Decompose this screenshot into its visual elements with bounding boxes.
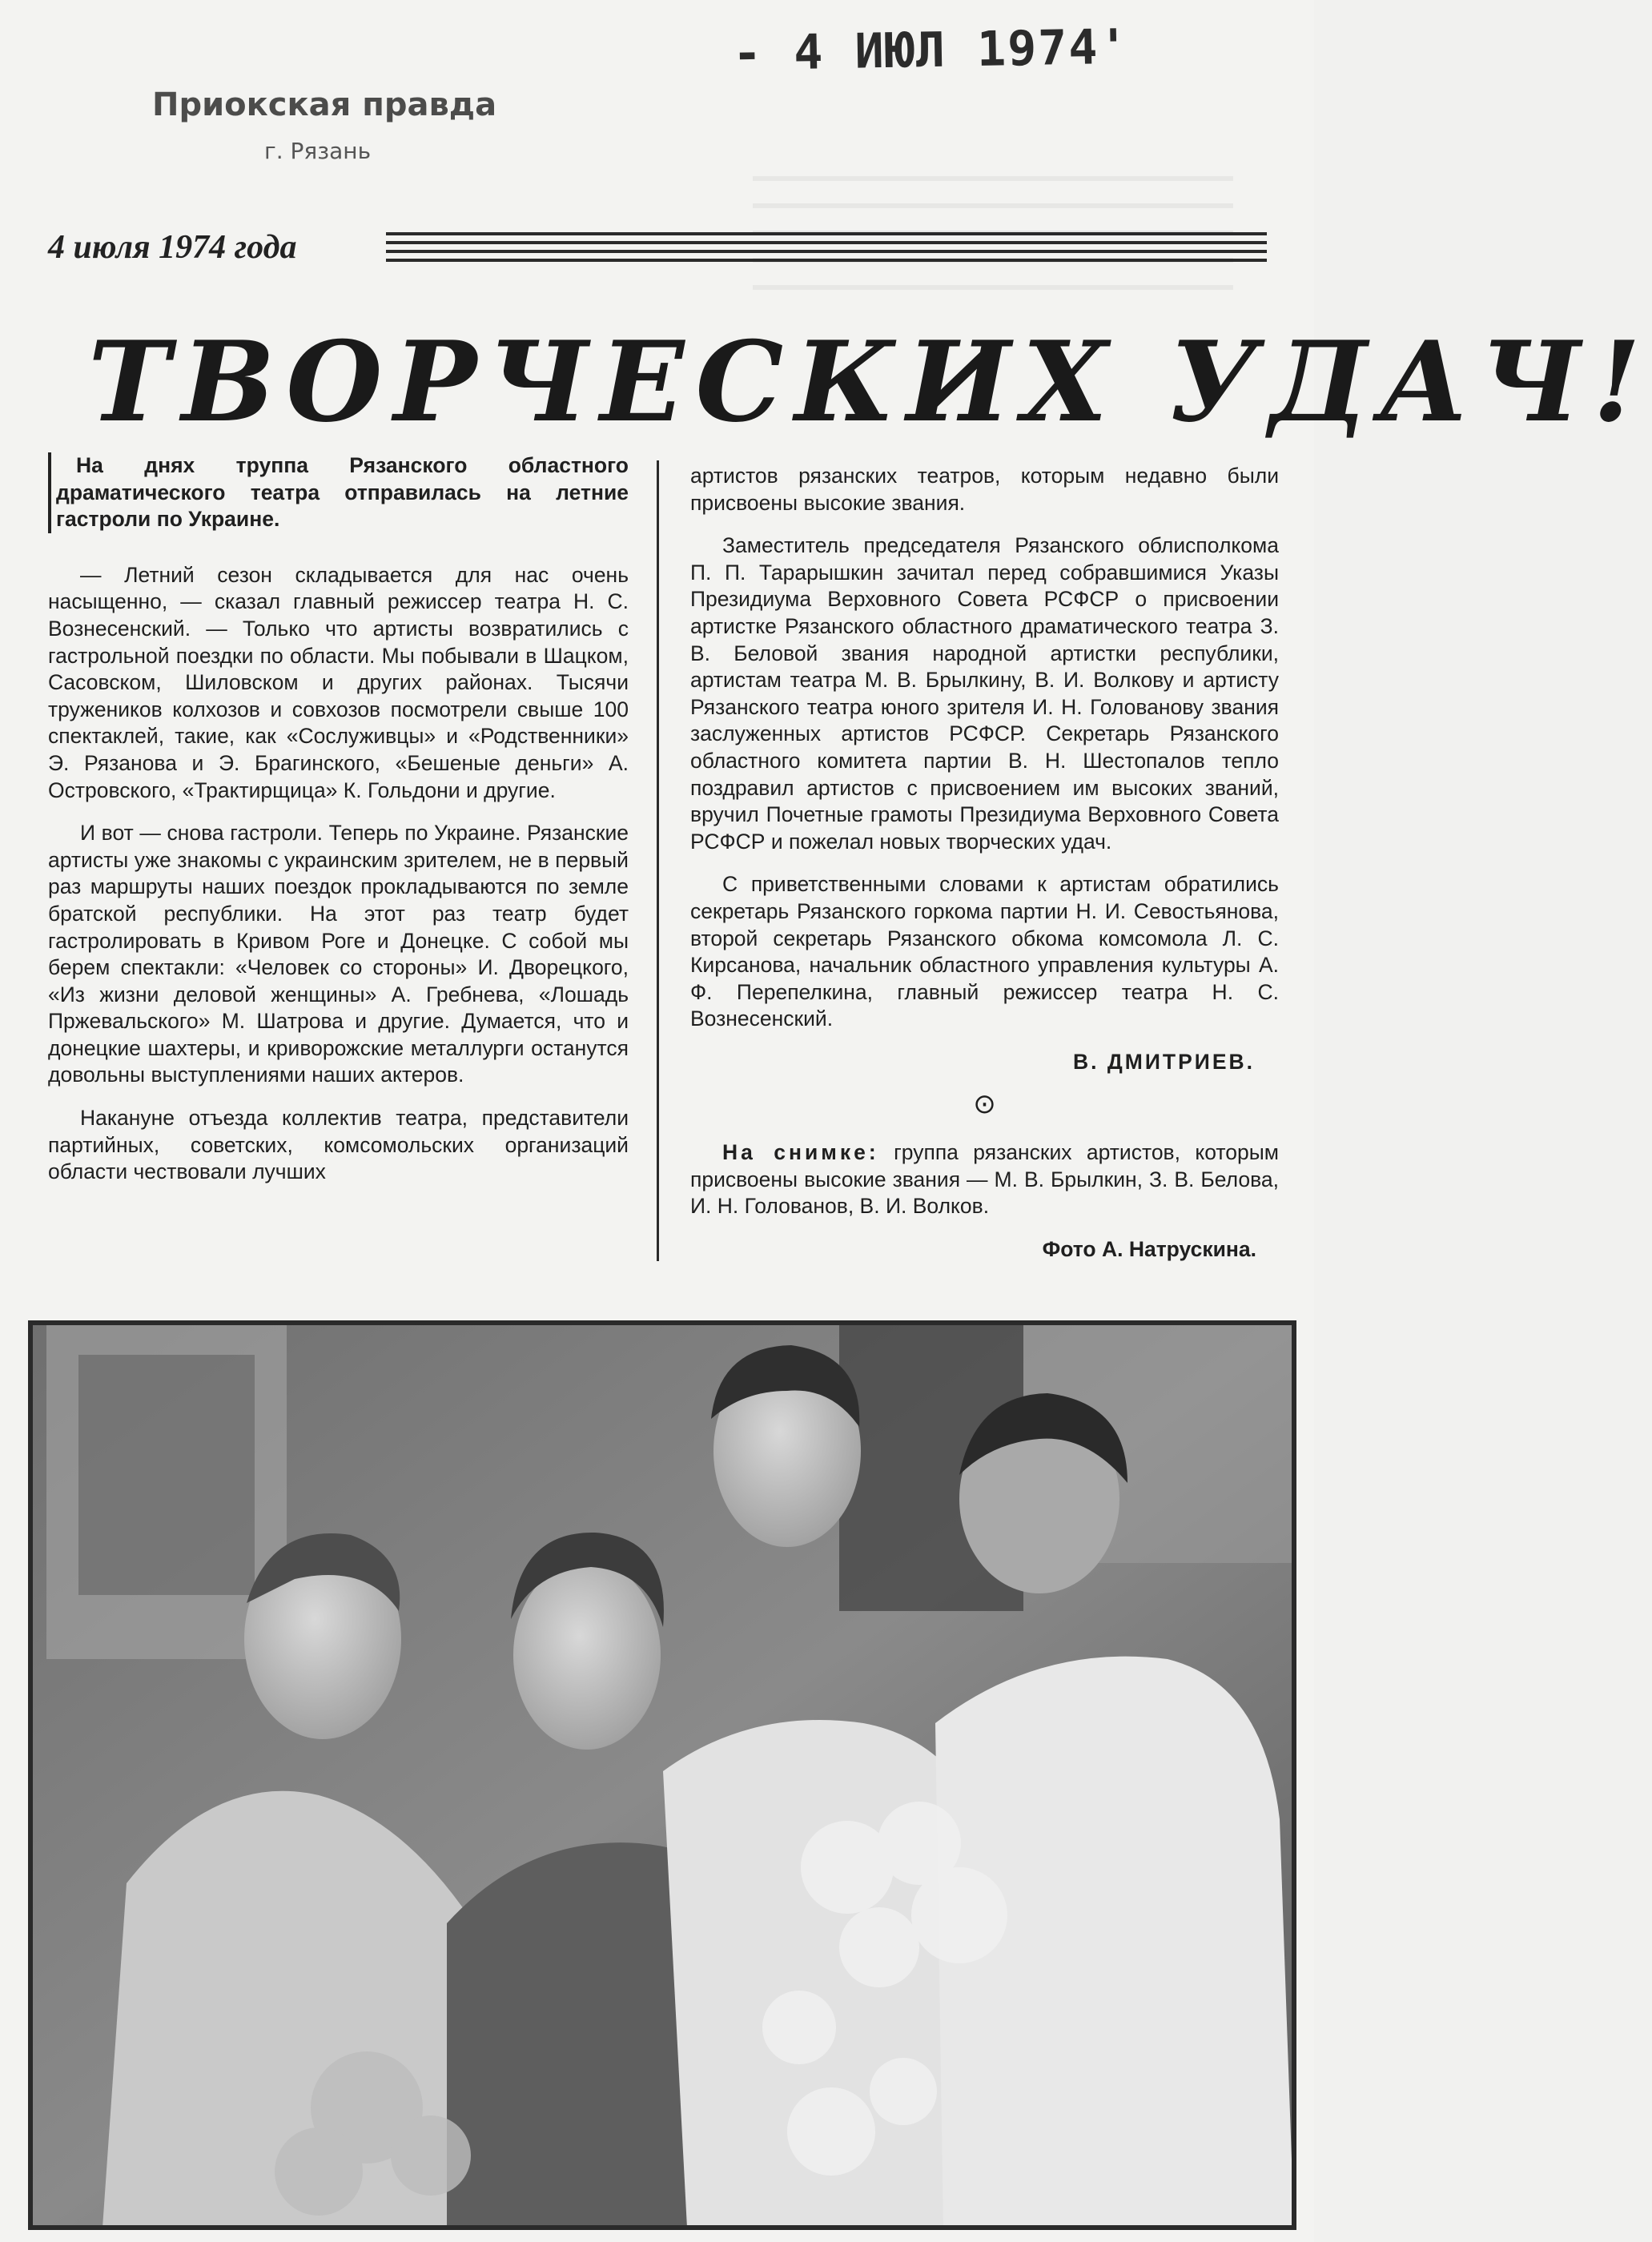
article-paragraph: артистов рязанских театров, которым недавно были присвоены высокие звания. <box>690 464 1279 515</box>
article-paragraph: Заместитель председателя Рязанского облисполкома П. П. Тарарышкин зачитал перед собравшимися Указы Президиума Верховного Совета РСФСР о присвоении артистке Рязанского областного драматического театра З. В. Беловой звания народной артистки республики, артистам театра М. В. Брылкину, В. И. Волкову и артисту Рязанского театра юного зрителя И. Н. Голованову звания заслуженных артистов РСФСР. Секретарь Рязанского областного комитета партии В. Н. Шестопалов тепло поздравил артистов с присвоением им высоких званий, вручил Почетные грамоты Президиума Верховного Совета РСФСР и пожелал новых творческих удач. <box>690 533 1279 854</box>
article-column-right <box>690 463 1279 1263</box>
column-divider <box>657 460 659 1261</box>
caption-text: группа рязанских артистов, которым присвоены высокие звания — М. В. Брылкин, З. В. Белова, И. Н. Голованов, В. И. Волков. <box>690 1140 1280 1219</box>
city-stamp: г. Рязань <box>264 138 372 164</box>
author-signature: В. ДМИТРИЕВ. <box>1073 1049 1255 1074</box>
ornament-icon: ⊙ <box>973 1089 996 1120</box>
photo-illustration <box>30 1323 1294 2228</box>
date-stamp: - 4 ИЮЛ 1974' <box>732 18 1131 82</box>
caption-lead: На снимке: <box>722 1140 879 1165</box>
article-column-left <box>48 452 629 1202</box>
article-paragraph: И вот — снова гастроли. Теперь по Украине. Рязанские артисты уже знакомы с украинским зрителем, не в первый раз маршруты наших поездок прокладываются по земле братской республики. На этот раз театр будет гастролировать в Кривом Роге и Донецке. С собой мы берем спектакли: «Человек со стороны» И. Дворецкого, «Из жизни деловой женщины» А. Гребнева, «Лошадь Пржевальского» М. Шатрова и другие. Думается, что и донецкие шахтеры, и криворожские металлурги останутся довольны выступлениями наших актеров. <box>48 821 629 1087</box>
issue-dateline: 4 июля 1974 года <box>48 229 297 266</box>
article-headline: ТВОРЧЕСКИХ УДАЧ! <box>88 316 1652 447</box>
dateline-rules <box>386 232 1267 271</box>
article-paragraph: — Летний сезон складывается для нас очень насыщенно, — сказал главный режиссер театра Н. С. Вознесенский. — Только что артисты возвратились с гастрольной поездки по области. Мы побывали в Шацком, Сасовском, Шиловском и других районах. Тысячи тружеников колхозов и совхозов посмотрели свыше 100 спектаклей, такие, как «Сослуживцы» и «Родственники» Э. Рязанова и Э. Брагинского, «Бешеные деньги» А. Островского, «Трактирщица» К. Гольдони и другие. <box>48 562 629 802</box>
article-lead: На днях труппа Рязанского областного драматического театра отправилась на летние гастроли по Украине. <box>48 452 629 533</box>
newspaper-name-stamp: Приокская правда <box>152 86 497 123</box>
article-paragraph: С приветственными словами к артистам обратились секретарь Рязанского горкома партии Н. И. Севостьянова, второй секретарь Рязанского обкома комсомола Л. С. Кирсанова, начальник областного управления культуры А. Ф. Перепелкина, главный режиссер театра Н. С. Вознесенский. <box>690 872 1279 1031</box>
article-paragraph: Накануне отъезда коллектив театра, представители партийных, советских, комсомольских организаций области чествовали лучших <box>48 1106 629 1184</box>
group-photograph <box>30 1323 1294 2228</box>
photo-credit: Фото А. Натрускина. <box>1042 1236 1256 1261</box>
photo-caption <box>690 1139 1279 1220</box>
